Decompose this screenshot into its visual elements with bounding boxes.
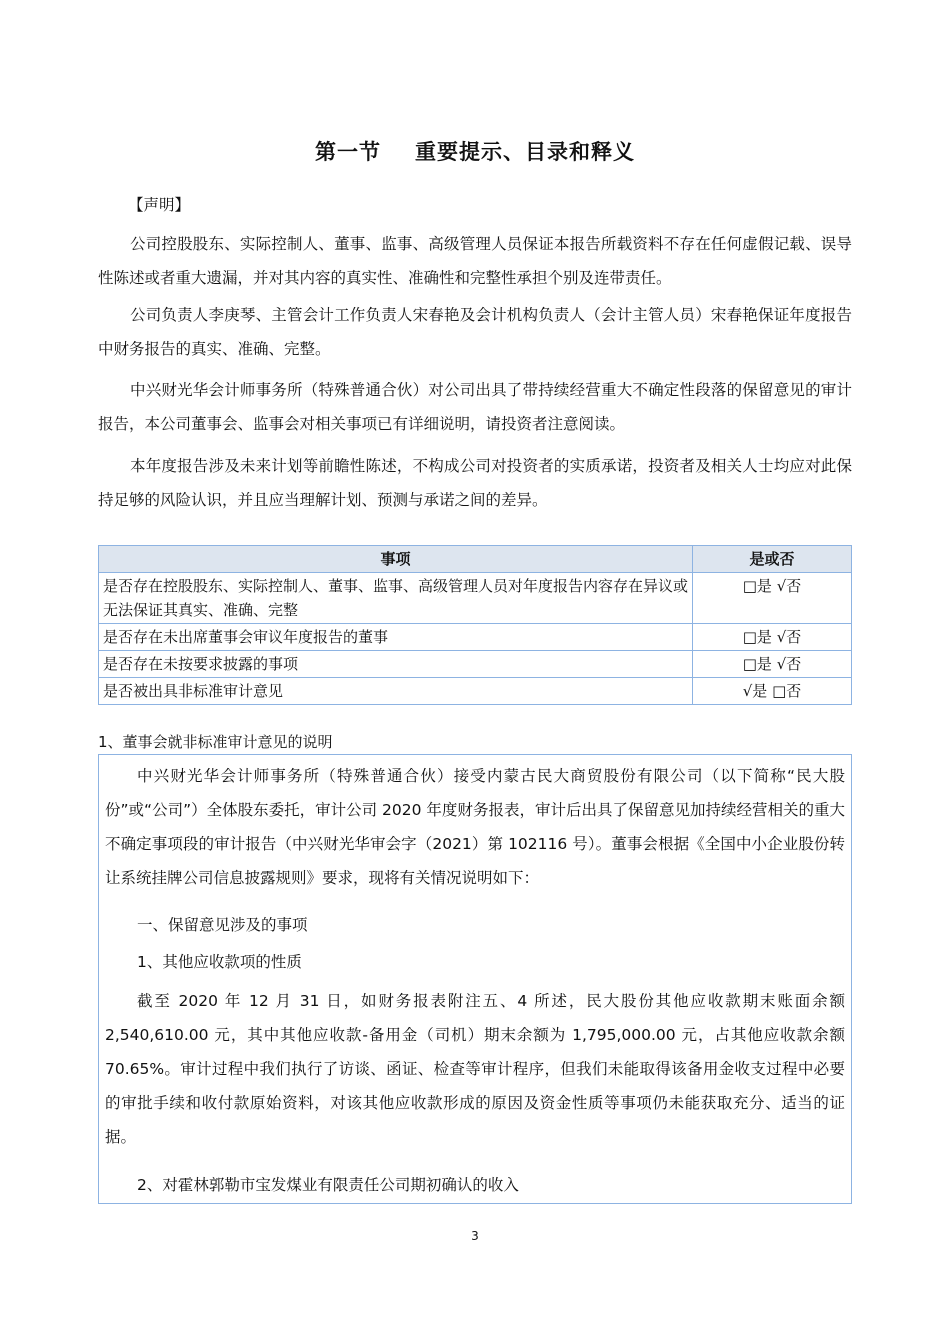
declaration-paragraph-1: 公司控股股东、实际控制人、董事、监事、高级管理人员保证本报告所载资料不存在任何虚假记载、误导性陈述或者重大遗漏，并对其内容的真实性、准确性和完整性承担个别及连带责任。 — [98, 235, 852, 287]
row-item: 是否存在未出席董事会审议年度报告的董事 — [99, 624, 693, 651]
table-header-row — [99, 546, 852, 573]
note-box — [98, 754, 852, 1204]
matters-table — [98, 545, 852, 705]
row-answer: □是 √否 — [693, 651, 852, 678]
note-paragraph-2: 一、保留意见涉及的事项 — [137, 916, 308, 934]
declaration-label: 【声明】 — [128, 196, 191, 214]
note-paragraph-1: 中兴财光华会计师事务所（特殊普通合伙）接受内蒙古民大商贸股份有限公司（以下简称“民大股份”或“公司”）全体股东委托，审计公司 2020 年度财务报表，审计后出具了保留意见加持续经营相关的重大不确定事项段的审计报告（中兴财光华审会字（2021）第 102116 号）。董事会根据《全国中小企业股份转让系统挂牌公司信息披露规则》要求，现将有关情况说明如下： — [105, 767, 845, 887]
page-number: 3 — [471, 1229, 479, 1243]
row-answer: √是 □否 — [693, 678, 852, 705]
row-answer: □是 √否 — [693, 573, 852, 624]
row-item: 是否被出具非标准审计意见 — [99, 678, 693, 705]
declaration-paragraph-4: 本年度报告涉及未来计划等前瞻性陈述，不构成公司对投资者的实质承诺，投资者及相关人士均应对此保持足够的风险认识，并且应当理解计划、预测与承诺之间的差异。 — [98, 457, 852, 509]
row-answer: □是 √否 — [693, 624, 852, 651]
row-item: 是否存在未按要求披露的事项 — [99, 651, 693, 678]
note-paragraph-3: 1、其他应收款项的性质 — [137, 953, 302, 971]
section-title — [0, 136, 950, 166]
table-row — [99, 678, 852, 705]
note-paragraph-5: 2、对霍林郭勒市宝发煤业有限责任公司期初确认的收入 — [137, 1176, 519, 1194]
table-row — [99, 573, 852, 624]
section-number: 第一节 — [315, 140, 381, 164]
section-heading: 重要提示、目录和释义 — [415, 140, 635, 164]
note-paragraph-4: 截至 2020 年 12 月 31 日，如财务报表附注五、4 所述，民大股份其他应收款期末账面余额 2,540,610.00 元，其中其他应收款-备用金（司机）期末余额为 1,795,000.00 元，占其他应收款余额 70.65%。审计过程中我们执行了访谈、函证、检查等审计程序，但我们未能取得该备用金收支过程中必要的审批手续和收付款原始资料，对该其他应收款形成的原因及资金性质等事项仍未能获取充分、适当的证据。 — [105, 992, 845, 1146]
table-row — [99, 651, 852, 678]
note-label: 1、董事会就非标准审计意见的说明 — [98, 733, 333, 751]
header-item: 事项 — [99, 546, 693, 573]
header-answer: 是或否 — [693, 546, 852, 573]
row-item: 是否存在控股股东、实际控制人、董事、监事、高级管理人员对年度报告内容存在异议或无法保证其真实、准确、完整 — [99, 573, 693, 624]
table-row — [99, 624, 852, 651]
declaration-paragraph-2: 公司负责人李庚琴、主管会计工作负责人宋春艳及会计机构负责人（会计主管人员）宋春艳保证年度报告中财务报告的真实、准确、完整。 — [98, 306, 852, 358]
declaration-paragraph-3: 中兴财光华会计师事务所（特殊普通合伙）对公司出具了带持续经营重大不确定性段落的保留意见的审计报告，本公司董事会、监事会对相关事项已有详细说明，请投资者注意阅读。 — [98, 381, 852, 433]
